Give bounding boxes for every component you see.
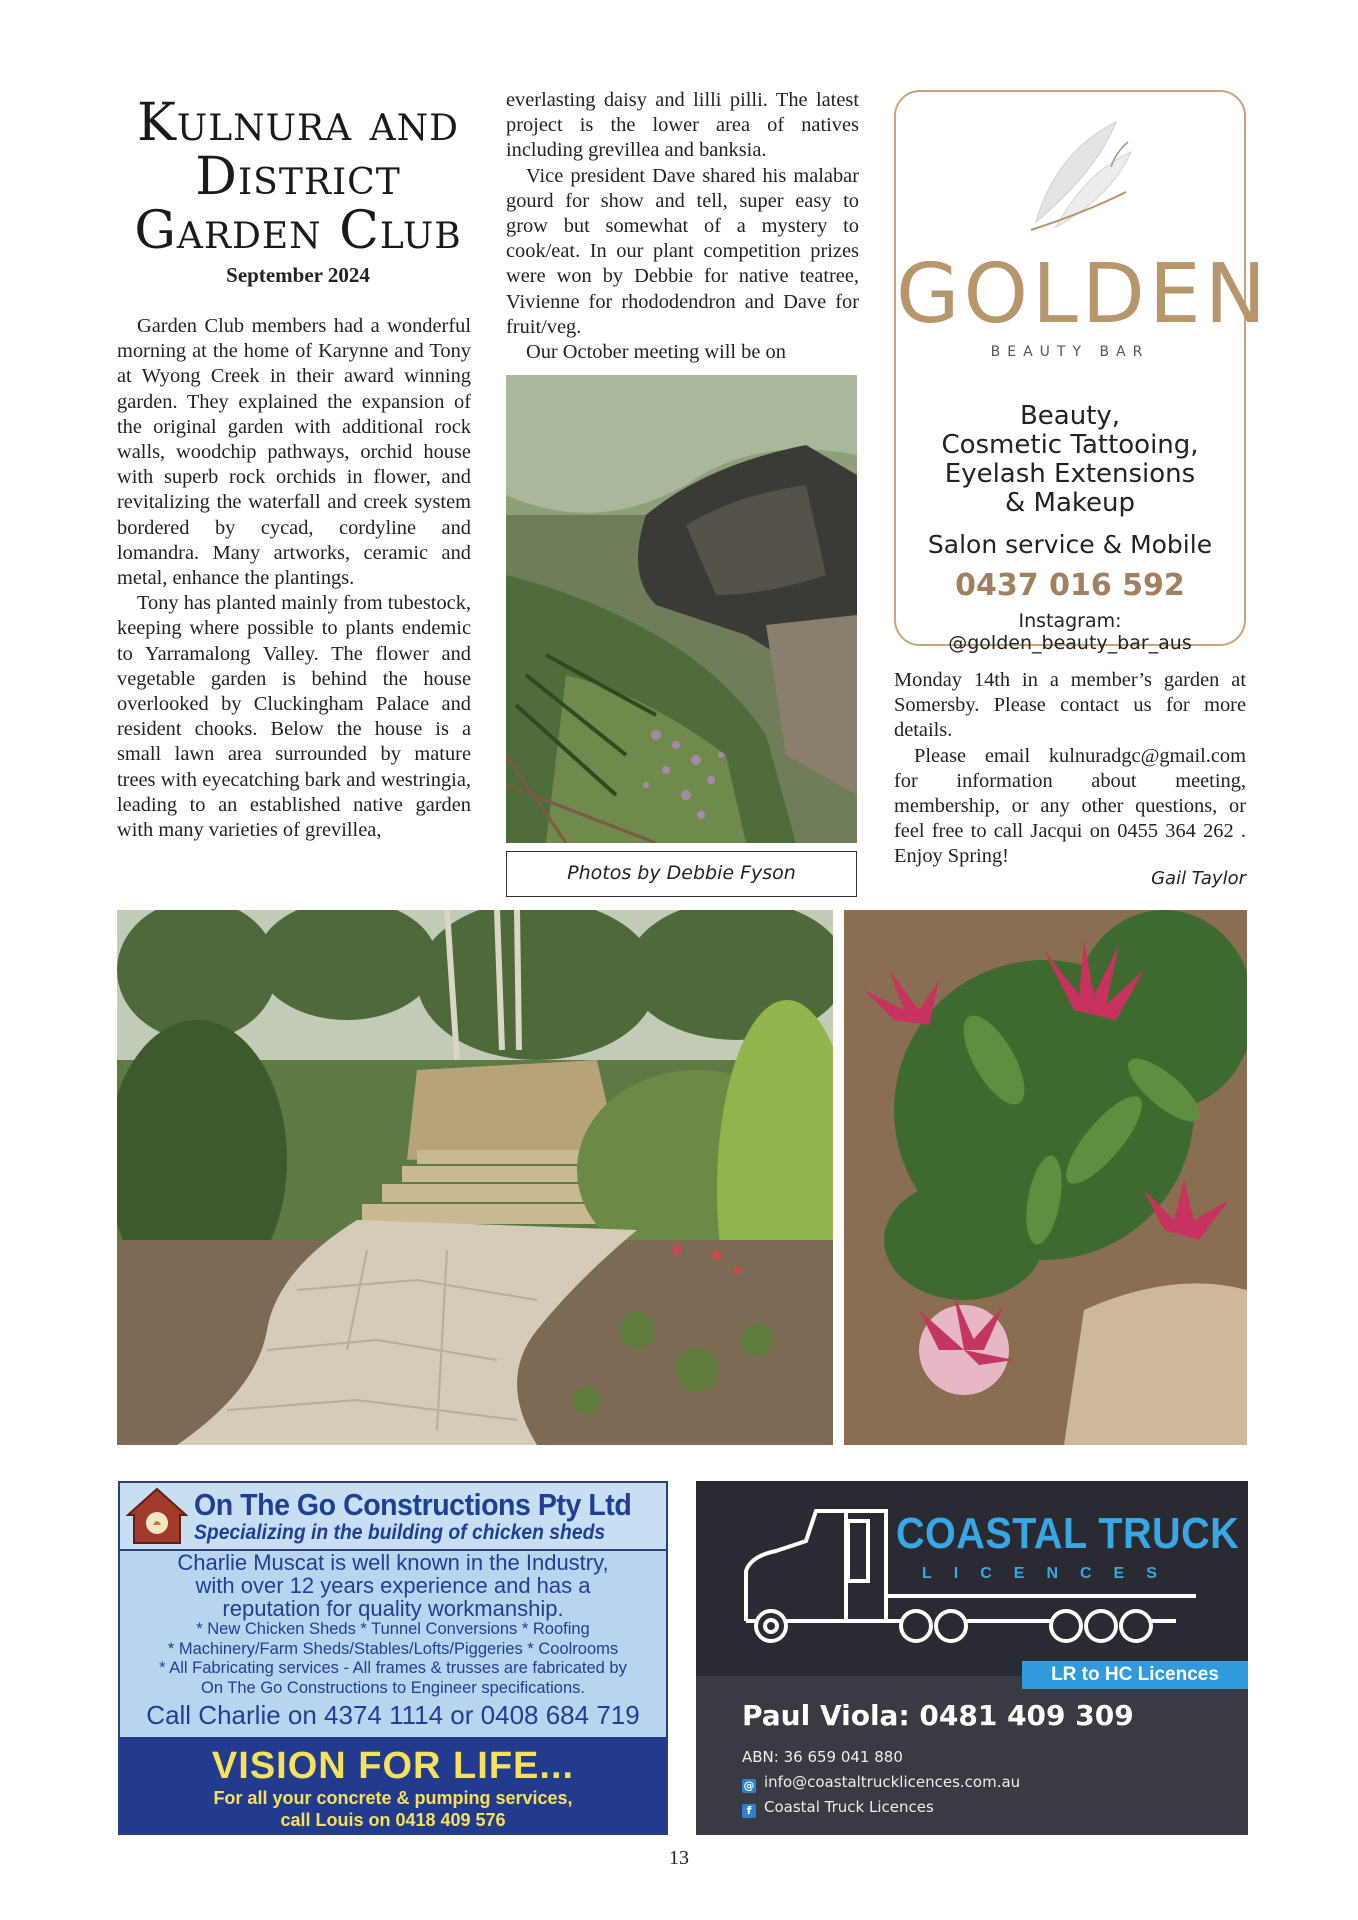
facebook-icon: f [742, 1804, 756, 1818]
vision-text: For all your concrete & pumping services, [213, 1788, 573, 1808]
golden-service: Eyelash Extensions [944, 459, 1196, 489]
otg-tagline: Specializing in the building of chicken sheds [194, 1521, 606, 1544]
golden-services [896, 402, 1244, 518]
email-icon: @ [743, 1779, 755, 1792]
waterfall-photo [506, 375, 857, 843]
otg-text: Charlie Muscat is well known in the Industry, [177, 1550, 609, 1575]
golden-beauty-ad [894, 90, 1271, 654]
coastal-abn: ABN: 36 659 041 880 [742, 1748, 903, 1766]
article-paragraph: everlasting daisy and lilli pilli. The latest project is the lower area of natives including grevillea and banksia. [506, 89, 859, 162]
coastal-brand-name: COASTAL TRUCK [896, 1509, 1240, 1558]
article-paragraph: Garden Club members had a wonderful morning at the home of Karynne and Tony at Wyong Creek in their award winning garden. They explained the expansion of the original garden with additional rock walls, woodchip pathways, orchid house with superb rock orchids in flower, and revitalizing the waterfall and creek system bordered by cycad, cordyline and lomandra. Many artworks, ceramic and metal, enhance the plantings. [117, 315, 471, 590]
otg-text: * Machinery/Farm Sheds/Stables/Lofts/Piggeries * Coolrooms [167, 1639, 619, 1658]
coastal-facebook[interactable]: Coastal Truck Licences [764, 1798, 934, 1816]
golden-service: Cosmetic Tattooing, [941, 430, 1199, 460]
article-title [118, 93, 478, 261]
coastal-email-row [742, 1773, 1020, 1793]
golden-service: Beauty, [1019, 401, 1121, 431]
article-paragraph: Our October meeting will be on [526, 341, 786, 364]
vision-title: VISION FOR LIFE... [211, 1745, 575, 1787]
otg-text: * All Fabricating services - All frames & trusses are fabricated by [159, 1659, 627, 1677]
otg-text: On The Go Constructions to Engineer specifications. [201, 1678, 585, 1697]
protea-photo [844, 910, 1247, 1445]
otg-call: Call Charlie on 4374 1114 or 0408 684 719 [146, 1700, 640, 1730]
coastal-facebook-row [742, 1798, 934, 1818]
golden-subtitle: BEAUTY BAR [990, 344, 1150, 360]
golden-instagram: Instagram: @golden_beauty_bar_aus [948, 610, 1192, 654]
title-line-1: Kulnura and [137, 93, 459, 153]
title-line-3: Garden Club [134, 201, 462, 261]
otg-body [120, 1551, 666, 1732]
issue-date: September 2024 [226, 263, 370, 287]
photo-caption: Photos by Debbie Fyson [506, 851, 857, 897]
golden-brand-name: GOLDEN [896, 247, 1271, 342]
article-paragraph: Please email kulnuradgc@gmail.com for information about meeting, membership, or any other questions, or feel free to call Jacqui on 0455 364 262 . Enjoy Spring! [894, 744, 1246, 868]
golden-phone: 0437 016 592 [955, 568, 1185, 603]
article-column-3 [894, 668, 1246, 870]
article-paragraph: Monday 14th in a member’s garden at Somersby. Please contact us for more details. [894, 669, 1246, 742]
golden-service: & Makeup [1004, 488, 1135, 518]
otg-text: with over 12 years experience and has a [195, 1573, 591, 1598]
otg-company-name: On The Go Constructions Pty Ltd [194, 1487, 632, 1522]
golden-salon: Salon service & Mobile [927, 530, 1213, 559]
coastal-badge: LR to HC Licences [1022, 1661, 1248, 1689]
article-column-1 [117, 314, 471, 843]
house-logo-icon [126, 1487, 188, 1545]
feather-logo-icon [1016, 112, 1136, 242]
author-signature: Gail Taylor [1151, 868, 1246, 889]
article-paragraph: Vice president Dave shared his malabar gourd for show and tell, super easy to grow but somewhat of a mystery to cook/eat. In our plant competition prizes were won by Debbie for native teatree, Vivienne for rhododendron and Dave for fruit/veg. [506, 164, 859, 338]
otg-text: reputation for quality workmanship. [222, 1596, 564, 1621]
otg-text: * New Chicken Sheds * Tunnel Conversions * Roofing [196, 1620, 590, 1638]
vision-for-life-banner [120, 1737, 666, 1835]
article-column-2 [506, 88, 859, 365]
vision-text: call Louis on 0418 409 576 [280, 1810, 506, 1830]
coastal-email[interactable]: info@coastaltrucklicences.com.au [764, 1773, 1021, 1791]
page-number: 13 [669, 1847, 689, 1869]
coastal-contact: Paul Viola: 0481 409 309 [742, 1699, 1134, 1732]
coastal-truck-ad [696, 1481, 1248, 1835]
garden-steps-photo [117, 910, 833, 1445]
title-line-2: District [195, 147, 401, 207]
article-paragraph: Tony has planted mainly from tubestock, keeping where possible to plants endemic to Yarramalong Valley. The flower and vegetable garden is behind the house overlooked by Cluckingham Palace and resident chooks. Below the house is a small lawn area surrounded by mature trees with eyecatching bark and westringia, leading to an established native garden with many varieties of grevillea, [117, 592, 471, 842]
on-the-go-constructions-ad [118, 1481, 668, 1835]
coastal-licences-label: LICENCES [922, 1565, 1179, 1582]
